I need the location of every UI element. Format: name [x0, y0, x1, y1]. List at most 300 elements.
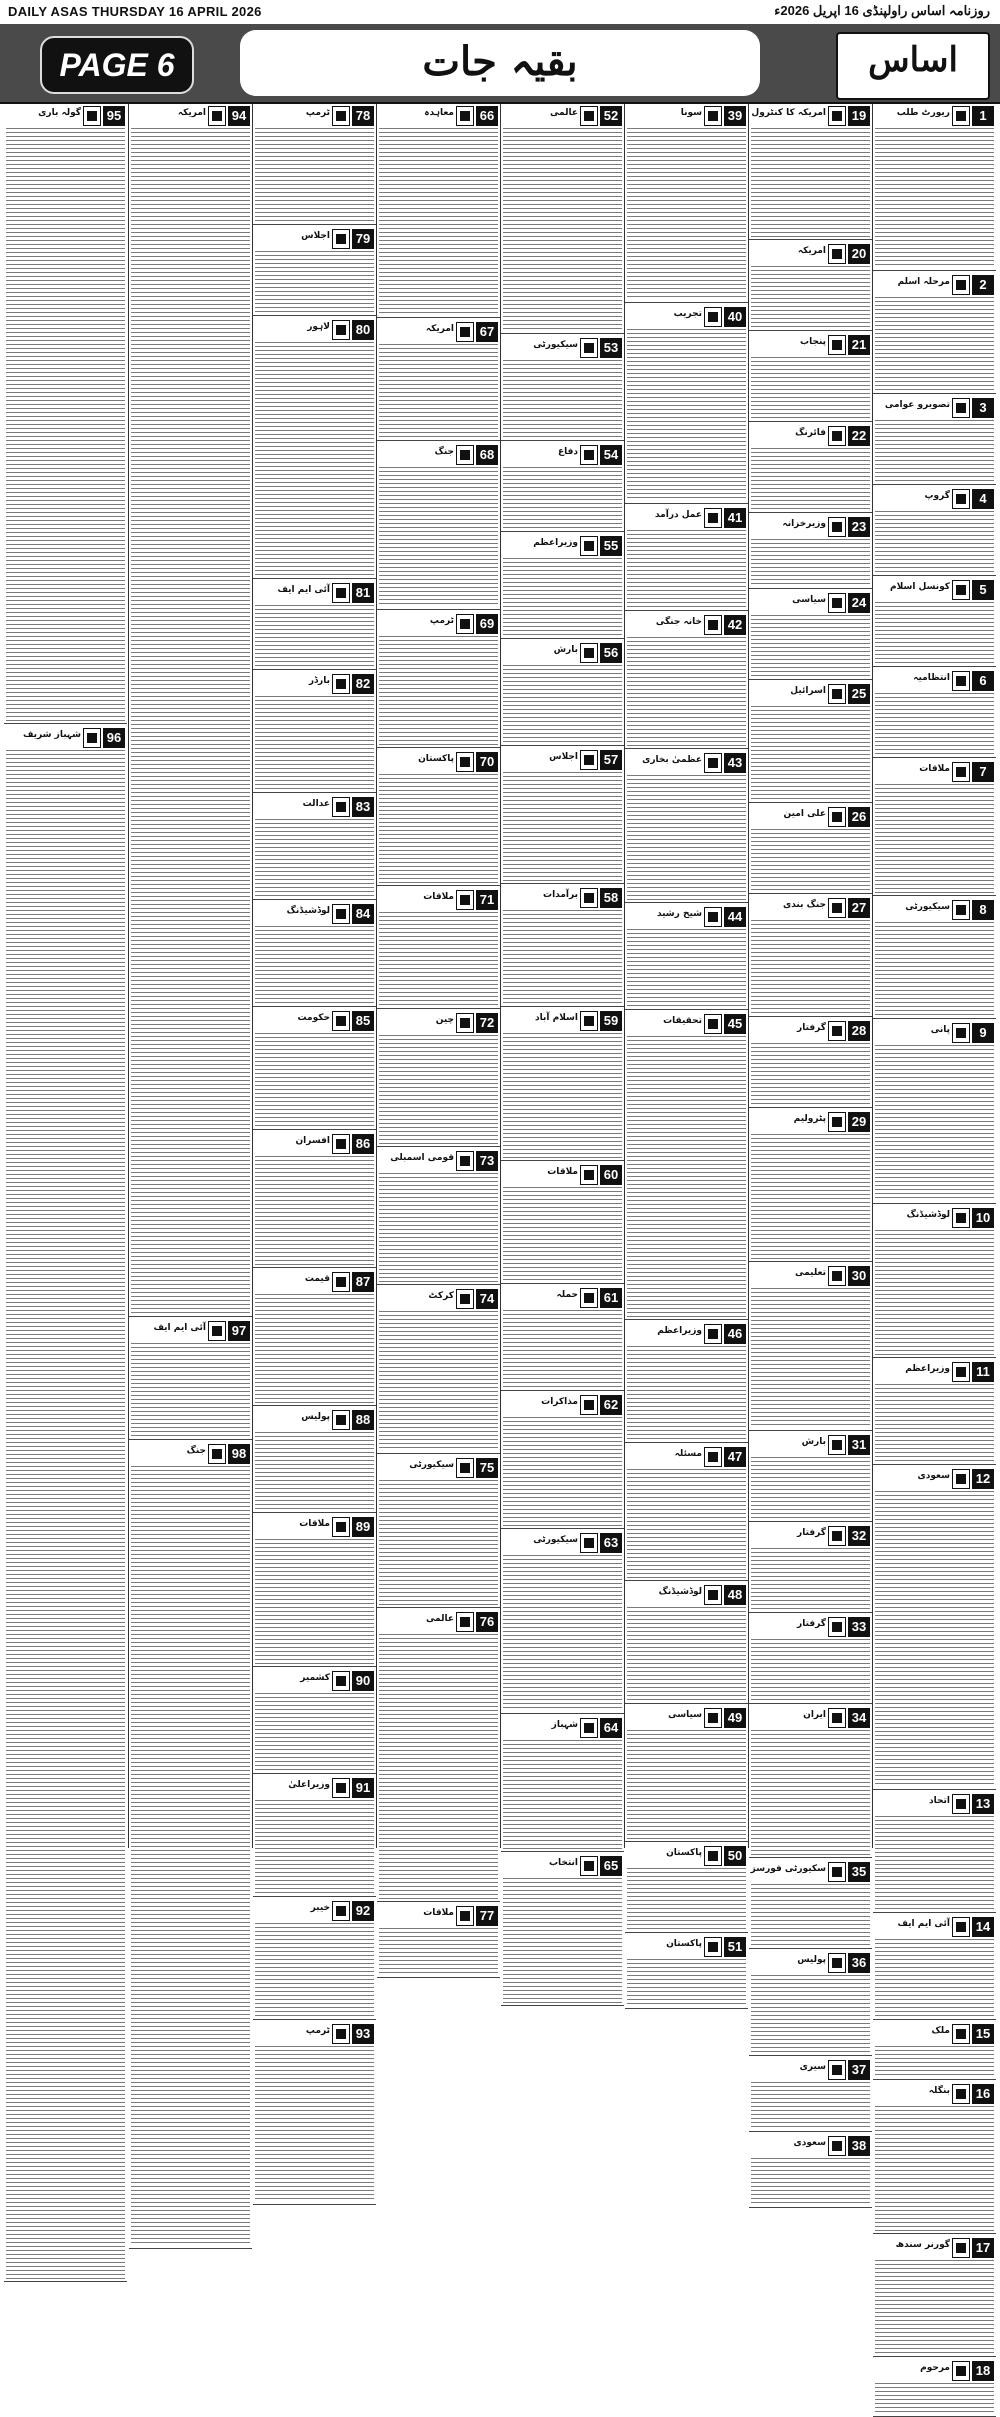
- item-body-text: [255, 1539, 374, 1664]
- item-number: 72: [476, 1013, 498, 1033]
- dateline-bar: [0, 0, 1000, 25]
- masthead: [0, 24, 1000, 104]
- item-number: 80: [352, 320, 374, 340]
- continuation-item: [501, 1288, 624, 1391]
- item-title: بنگلہ: [928, 2086, 950, 2096]
- continuation-item: [749, 593, 872, 680]
- item-number: 55: [600, 536, 622, 556]
- item-number: 92: [352, 1901, 374, 1921]
- item-header: [501, 888, 624, 909]
- continuation-item: [873, 489, 996, 576]
- continuation-item: [873, 106, 996, 271]
- baqiya-tag-icon: [456, 1906, 474, 1926]
- item-divider: [377, 1284, 500, 1285]
- item-number: 90: [352, 1671, 374, 1691]
- item-header: [873, 106, 996, 127]
- item-body-text: [751, 1548, 870, 1610]
- item-number: 52: [600, 106, 622, 126]
- continuation-item: [501, 1011, 624, 1161]
- item-header: [873, 762, 996, 783]
- item-number: 35: [848, 1862, 870, 1882]
- baqiya-tag-icon: [580, 750, 598, 770]
- item-title: مرحلہ اسلم: [897, 277, 950, 287]
- item-number: 20: [848, 244, 870, 264]
- item-title: ٹرمپ: [305, 108, 330, 118]
- item-divider: [253, 1405, 376, 1406]
- item-body-text: [627, 637, 746, 746]
- item-body-text: [503, 1310, 622, 1388]
- baqiya-tag-icon: [456, 890, 474, 910]
- item-title: گورنر سندھ: [895, 2240, 950, 2250]
- item-divider: [625, 610, 748, 611]
- item-divider: [873, 575, 996, 576]
- column-6: [252, 104, 376, 2041]
- item-header: [873, 1794, 996, 1815]
- baqiya-tag-icon: [828, 684, 846, 704]
- continuation-item: [749, 1526, 872, 1613]
- item-divider: [749, 330, 872, 331]
- item-divider: [625, 302, 748, 303]
- item-divider: [873, 757, 996, 758]
- item-body-text: [751, 357, 870, 419]
- item-divider: [873, 1357, 996, 1358]
- item-title: قومی اسمبلی: [390, 1153, 454, 1163]
- item-divider: [253, 792, 376, 793]
- item-title: سعودی: [793, 2138, 826, 2148]
- item-body-text: [627, 775, 746, 900]
- item-title: ملاقات: [547, 1167, 578, 1177]
- continuation-item: [129, 106, 252, 1317]
- continuation-item: [4, 728, 127, 2282]
- item-divider: [253, 1006, 376, 1007]
- continuation-item: [873, 762, 996, 896]
- item-number: 71: [476, 890, 498, 910]
- baqiya-tag-icon: [580, 106, 598, 126]
- item-header: [501, 338, 624, 359]
- baqiya-tag-icon: [332, 1778, 350, 1798]
- item-body-text: [255, 819, 374, 897]
- item-number: 68: [476, 445, 498, 465]
- item-number: 44: [724, 907, 746, 927]
- item-number: 26: [848, 807, 870, 827]
- continuation-item: [625, 753, 748, 903]
- baqiya-tag-icon: [704, 615, 722, 635]
- item-title: سیری: [799, 2062, 826, 2072]
- continuation-item: [749, 684, 872, 803]
- item-body-text: [751, 266, 870, 328]
- baqiya-tag-icon: [828, 1617, 846, 1637]
- item-body-text: [751, 2082, 870, 2129]
- item-title: لوڈشیڈنگ: [286, 906, 330, 916]
- item-divider: [501, 1851, 624, 1852]
- item-divider: [873, 1018, 996, 1019]
- item-body-text: [875, 1384, 994, 1462]
- item-body-text: [751, 706, 870, 800]
- item-number: 4: [972, 489, 994, 509]
- item-header: [501, 1165, 624, 1186]
- item-title: سیکیورٹی: [533, 340, 578, 350]
- item-divider: [501, 1713, 624, 1714]
- item-title: شہباز: [551, 1720, 578, 1730]
- continuation-item: [873, 2238, 996, 2357]
- baqiya-tag-icon: [456, 752, 474, 772]
- item-number: 60: [600, 1165, 622, 1185]
- item-title: گولہ باری: [38, 108, 81, 118]
- item-body-text: [503, 1878, 622, 2003]
- item-title: اسلام آباد: [535, 1013, 578, 1023]
- item-divider: [129, 1316, 252, 1317]
- baqiya-tag-icon: [580, 1288, 598, 1308]
- item-divider: [749, 512, 872, 513]
- item-divider: [253, 1666, 376, 1667]
- continuation-item: [749, 335, 872, 422]
- continuation-item: [873, 2024, 996, 2080]
- item-title: جنگ: [434, 447, 454, 457]
- item-divider: [501, 333, 624, 334]
- item-title: پنجاب: [800, 337, 826, 347]
- baqiya-tag-icon: [580, 1533, 598, 1553]
- item-title: بارش: [553, 645, 578, 655]
- item-body-text: [379, 1480, 498, 1605]
- item-number: 79: [352, 229, 374, 249]
- item-number: 98: [228, 1444, 250, 1464]
- baqiya-tag-icon: [580, 643, 598, 663]
- item-divider: [873, 484, 996, 485]
- continuation-item: [253, 2024, 376, 2205]
- item-number: 46: [724, 1324, 746, 1344]
- item-header: [501, 1011, 624, 1032]
- item-divider: [501, 1160, 624, 1161]
- baqiya-tag-icon: [83, 106, 101, 126]
- item-title: ٹرمپ: [305, 2026, 330, 2036]
- item-body-text: [875, 511, 994, 573]
- baqiya-tag-icon: [456, 445, 474, 465]
- item-title: پاکستان: [666, 1848, 702, 1858]
- item-title: آئی ایم ایف: [897, 1919, 950, 1929]
- item-number: 50: [724, 1846, 746, 1866]
- item-number: 3: [972, 398, 994, 418]
- item-header: [625, 1014, 748, 1035]
- item-title: آئی ایم ایف: [277, 585, 330, 595]
- item-header: [749, 106, 872, 127]
- item-header: [873, 489, 996, 510]
- baqiya-tag-icon: [952, 1208, 970, 1228]
- continuation-item: [625, 1324, 748, 1443]
- item-header: [749, 1708, 872, 1729]
- continuation-item: [873, 1794, 996, 1913]
- continuation-item: [749, 517, 872, 589]
- dateline-english: DAILY ASAS THURSDAY 16 APRIL 2026: [8, 4, 262, 19]
- item-title: حکومت: [297, 1013, 330, 1023]
- baqiya-tag-icon: [332, 583, 350, 603]
- continuation-item: [377, 1906, 500, 1978]
- continuation-item: [501, 106, 624, 334]
- item-header: [253, 1011, 376, 1032]
- baqiya-tag-icon: [456, 1289, 474, 1309]
- item-header: [253, 1671, 376, 1692]
- page-number-badge: PAGE 6: [40, 36, 194, 94]
- item-body-text: [627, 1469, 746, 1578]
- item-title: خیبر: [310, 1903, 330, 1913]
- item-body-text: [503, 1033, 622, 1158]
- item-number: 61: [600, 1288, 622, 1308]
- item-title: تحقیقات: [663, 1016, 702, 1026]
- item-body-text: [379, 912, 498, 1006]
- baqiya-tag-icon: [952, 106, 970, 126]
- item-header: [749, 1021, 872, 1042]
- item-header: [377, 1151, 500, 1172]
- item-body-text: [503, 772, 622, 881]
- item-number: 14: [972, 1917, 994, 1937]
- item-header: [749, 426, 872, 447]
- item-number: 84: [352, 904, 374, 924]
- item-title: جنگ بندی: [782, 900, 826, 910]
- item-title: پاکستان: [666, 1939, 702, 1949]
- item-number: 59: [600, 1011, 622, 1031]
- baqiya-tag-icon: [828, 1266, 846, 1286]
- item-body-text: [751, 539, 870, 586]
- item-divider: [501, 2005, 624, 2006]
- item-number: 89: [352, 1517, 374, 1537]
- item-divider: [253, 1896, 376, 1897]
- item-body-text: [503, 1417, 622, 1526]
- continuation-item: [501, 536, 624, 639]
- baqiya-tag-icon: [580, 338, 598, 358]
- item-number: 78: [352, 106, 374, 126]
- item-divider: [501, 531, 624, 532]
- item-number: 63: [600, 1533, 622, 1553]
- item-title: وزیراعظم: [657, 1326, 702, 1336]
- item-header: [625, 1846, 748, 1867]
- item-divider: [873, 270, 996, 271]
- item-number: 82: [352, 674, 374, 694]
- item-header: [873, 2024, 996, 2045]
- item-title: وزیراعظم: [533, 538, 578, 548]
- item-title: خانہ جنگی: [655, 617, 702, 627]
- item-body-text: [875, 1939, 994, 2017]
- item-divider: [501, 1528, 624, 1529]
- item-number: 70: [476, 752, 498, 772]
- baqiya-tag-icon: [704, 1014, 722, 1034]
- continuation-item: [253, 674, 376, 793]
- continuation-item: [129, 1444, 252, 2249]
- item-divider: [377, 747, 500, 748]
- item-body-text: [503, 910, 622, 1004]
- item-header: [501, 106, 624, 127]
- item-header: [873, 398, 996, 419]
- item-number: 87: [352, 1272, 374, 1292]
- continuation-item: [873, 1023, 996, 1204]
- item-header: [377, 445, 500, 466]
- continuation-item: [873, 580, 996, 667]
- item-number: 34: [848, 1708, 870, 1728]
- item-divider: [129, 1439, 252, 1440]
- item-body-text: [875, 1230, 994, 1355]
- item-header: [253, 583, 376, 604]
- item-title: ملک: [931, 2026, 950, 2036]
- baqiya-tag-icon: [828, 1112, 846, 1132]
- baqiya-tag-icon: [704, 907, 722, 927]
- baqiya-tag-icon: [952, 275, 970, 295]
- item-number: 77: [476, 1906, 498, 1926]
- item-header: [625, 753, 748, 774]
- item-body-text: [751, 1134, 870, 1259]
- baqiya-tag-icon: [952, 1794, 970, 1814]
- continuation-item: [625, 106, 748, 303]
- newspaper-logo: [836, 32, 990, 100]
- item-title: وزیرخزانہ: [782, 519, 826, 529]
- item-divider: [501, 440, 624, 441]
- item-header: [749, 1617, 872, 1638]
- continuation-item: [625, 1708, 748, 1842]
- continuation-item: [501, 1533, 624, 1714]
- item-title: وزیراعظم: [905, 1364, 950, 1374]
- item-header: [253, 904, 376, 925]
- item-body-text: [255, 696, 374, 790]
- item-title: بارش: [801, 1437, 826, 1447]
- item-body-text: [875, 1045, 994, 1201]
- item-header: [501, 750, 624, 771]
- continuation-item: [749, 244, 872, 331]
- item-number: 8: [972, 900, 994, 920]
- continuation-item: [873, 1208, 996, 1358]
- baqiya-tag-icon: [828, 244, 846, 264]
- item-number: 11: [972, 1362, 994, 1382]
- item-number: 24: [848, 593, 870, 613]
- item-header: [749, 244, 872, 265]
- item-title: علی امین: [783, 809, 826, 819]
- item-divider: [873, 1789, 996, 1790]
- continuation-item: [253, 320, 376, 579]
- item-divider: [749, 802, 872, 803]
- item-title: گرفتار: [797, 1023, 826, 1033]
- continuation-item: [501, 445, 624, 532]
- continuation-item: [253, 583, 376, 670]
- item-number: 9: [972, 1023, 994, 1043]
- item-body-text: [255, 926, 374, 1004]
- item-body-text: [379, 1928, 498, 1975]
- item-number: 83: [352, 797, 374, 817]
- continuation-item: [501, 1856, 624, 2006]
- item-divider: [501, 1006, 624, 1007]
- item-divider: [377, 885, 500, 886]
- item-title: انتظامیہ: [913, 673, 950, 683]
- continuation-item: [749, 807, 872, 894]
- continuation-item: [749, 2136, 872, 2208]
- item-header: [749, 593, 872, 614]
- baqiya-tag-icon: [704, 1937, 722, 1957]
- baqiya-tag-icon: [456, 1612, 474, 1632]
- item-divider: [749, 1703, 872, 1704]
- baqiya-tag-icon: [952, 489, 970, 509]
- item-body-text: [751, 1288, 870, 1428]
- column-7: [128, 104, 252, 1848]
- item-number: 81: [352, 583, 374, 603]
- baqiya-tag-icon: [456, 1458, 474, 1478]
- baqiya-tag-icon: [952, 762, 970, 782]
- item-number: 12: [972, 1469, 994, 1489]
- baqiya-tag-icon: [332, 320, 350, 340]
- continuation-item: [253, 904, 376, 1007]
- item-divider: [873, 1203, 996, 1204]
- continuation-item: [377, 1013, 500, 1147]
- continuation-item: [625, 508, 748, 611]
- item-title: امریکہ: [425, 324, 454, 334]
- item-body-text: [503, 1740, 622, 1849]
- continuation-item: [873, 2084, 996, 2234]
- item-body-text: [627, 1730, 746, 1839]
- item-body-text: [875, 693, 994, 755]
- item-number: 38: [848, 2136, 870, 2156]
- baqiya-tag-icon: [456, 614, 474, 634]
- item-title: گرفتار: [797, 1528, 826, 1538]
- item-divider: [253, 669, 376, 670]
- baqiya-tag-icon: [828, 426, 846, 446]
- item-header: [873, 2238, 996, 2259]
- baqiya-tag-icon: [580, 1011, 598, 1031]
- item-header: [253, 1410, 376, 1431]
- baqiya-tag-icon: [828, 593, 846, 613]
- item-title: آئی ایم ایف: [153, 1323, 206, 1333]
- item-body-text: [751, 448, 870, 510]
- continuation-item: [253, 1272, 376, 1406]
- item-body-text: [255, 251, 374, 313]
- baqiya-tag-icon: [332, 1901, 350, 1921]
- item-header: [873, 1208, 996, 1229]
- item-header: [625, 1937, 748, 1958]
- item-divider: [4, 2281, 127, 2282]
- baqiya-tag-icon: [828, 1526, 846, 1546]
- item-body-text: [875, 2260, 994, 2354]
- item-title: حملہ: [556, 1290, 578, 1300]
- item-title: عالمی: [425, 1614, 454, 1624]
- item-title: سکیورٹی فورسز: [750, 1864, 826, 1874]
- baqiya-tag-icon: [828, 335, 846, 355]
- item-title: فائرنگ: [795, 428, 826, 438]
- continuation-item: [873, 275, 996, 394]
- item-title: چین: [435, 1015, 454, 1025]
- item-divider: [4, 723, 127, 724]
- baqiya-tag-icon: [952, 2361, 970, 2381]
- item-header: [253, 1517, 376, 1538]
- item-body-text: [875, 2106, 994, 2231]
- item-title: برآمدات: [543, 890, 578, 900]
- item-header: [625, 508, 748, 529]
- item-body-text: [6, 128, 125, 721]
- item-number: 95: [103, 106, 125, 126]
- continuation-item: [625, 307, 748, 504]
- continuation-item: [377, 1289, 500, 1454]
- item-body-text: [255, 1800, 374, 1894]
- item-header: [749, 1266, 872, 1287]
- item-number: 25: [848, 684, 870, 704]
- item-body-text: [255, 1156, 374, 1265]
- item-divider: [377, 440, 500, 441]
- item-divider: [501, 638, 624, 639]
- item-body-text: [503, 128, 622, 331]
- item-header: [501, 1718, 624, 1739]
- baqiya-tag-icon: [952, 2084, 970, 2104]
- continuation-item: [501, 1165, 624, 1284]
- item-body-text: [751, 829, 870, 891]
- item-title: تصویرو عوامی: [884, 400, 950, 410]
- item-header: [749, 1112, 872, 1133]
- item-title: شہباز شریف: [22, 730, 81, 740]
- item-title: ملاقات: [423, 892, 454, 902]
- item-title: اجلاس: [301, 231, 330, 241]
- item-title: سیاسی: [668, 1710, 702, 1720]
- item-body-text: [379, 1035, 498, 1144]
